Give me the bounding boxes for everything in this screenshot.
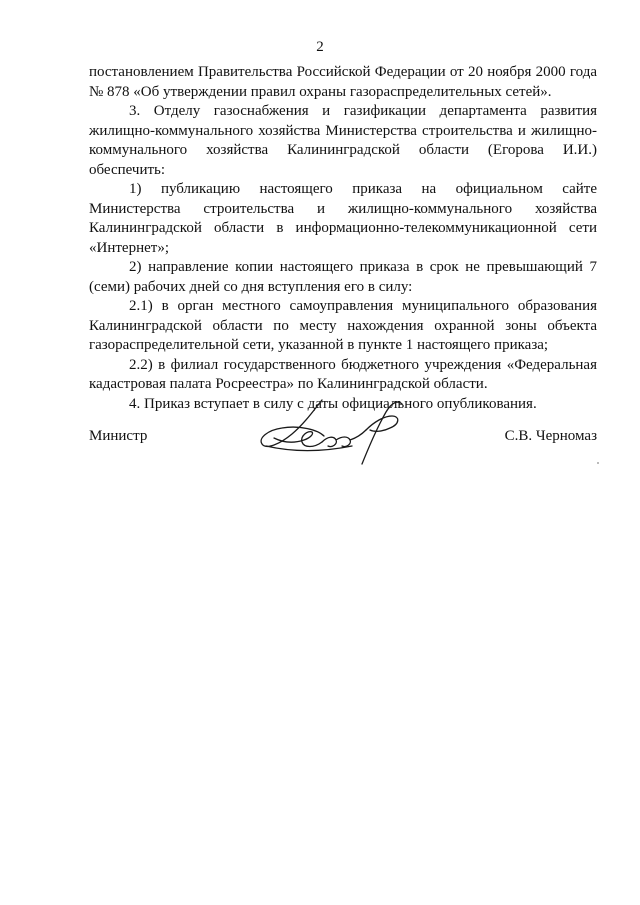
signatory-title: Министр <box>89 428 148 444</box>
paragraph-item-4: 4. Приказ вступает в силу с даты официального опубликования. <box>129 395 537 412</box>
paragraph-subitem-2-1: 2.1) в орган местного самоуправления муниципального образования Калининградской области по месту нахождения охранной зоны объекта газораспределительной сети, указанной в пункте 1 настоящего приказа; <box>89 298 597 353</box>
document-body <box>89 63 597 414</box>
paragraph-item-3: 3. Отделу газоснабжения и газификации департамента развития жилищно-коммунального хозяйства Министерства строительства и жилищно-коммунального хозяйства Калининградской области (Егорова И.И.) обеспечить: <box>89 103 597 178</box>
paragraph-subitem-1: 1) публикацию настоящего приказа на официальном сайте Министерства строительства и жилищно-коммунального хозяйства Калининградской области в информационно-телекоммуникационной сети «Интернет»; <box>89 181 597 256</box>
paragraph-continuation: постановлением Правительства Российской Федерации от 20 ноября 2000 года № 878 «Об утверждении правил охраны газораспределительных сетей». <box>89 64 597 100</box>
scan-speck <box>597 462 599 464</box>
paragraph-subitem-2: 2) направление копии настоящего приказа в срок не превышающий 7 (семи) рабочих дней со дня вступления его в силу: <box>89 259 597 295</box>
paragraph-subitem-2-2: 2.2) в филиал государственного бюджетного учреждения «Федеральная кадастровая палата Росреестра» по Калининградской области. <box>89 356 597 392</box>
signature-block <box>89 428 597 458</box>
signatory-name: С.В. Черномаз <box>504 428 597 444</box>
page-number: 2 <box>316 39 324 55</box>
